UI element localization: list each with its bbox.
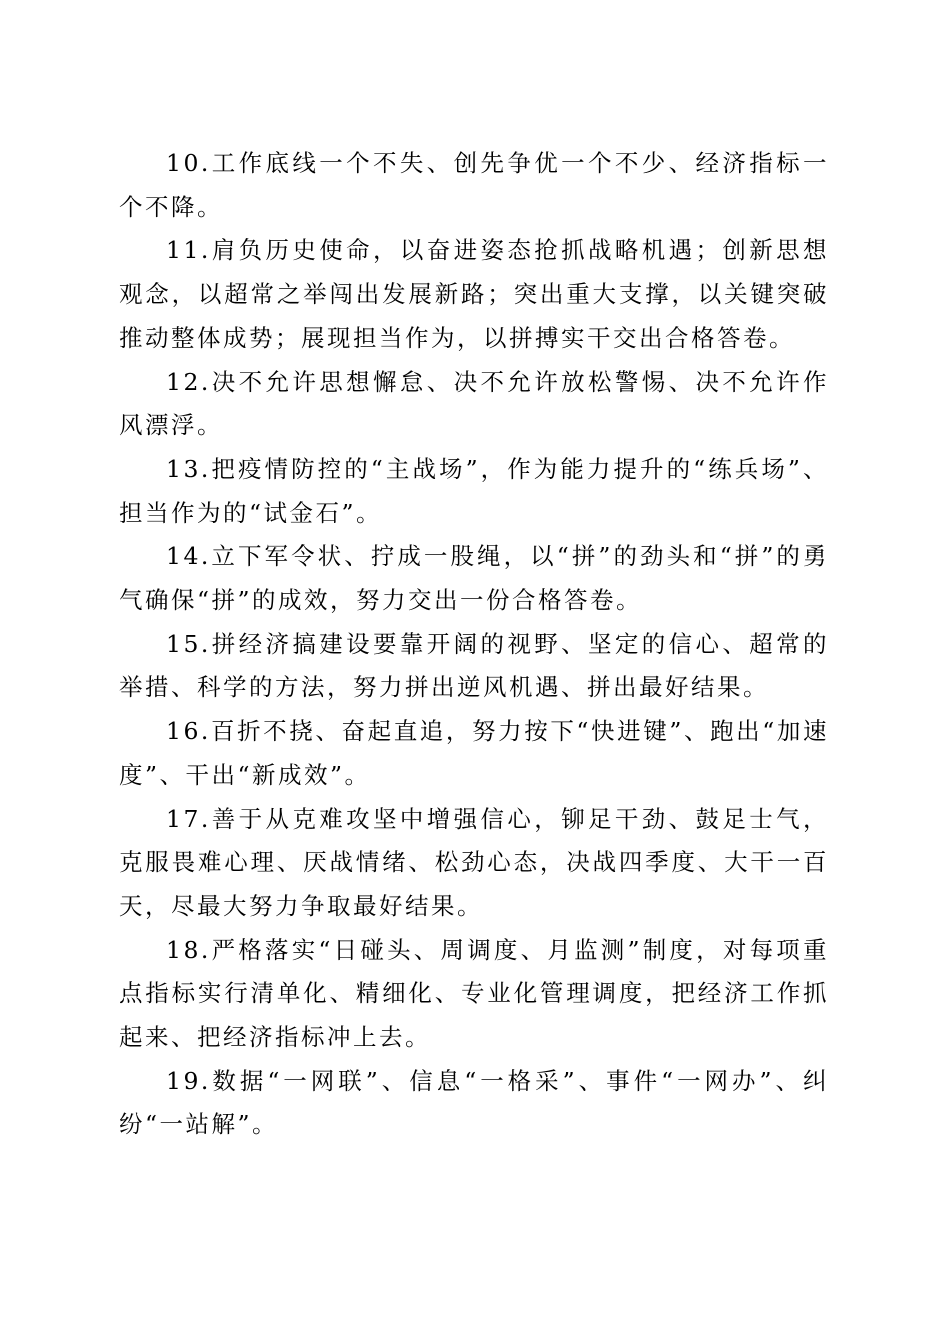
paragraph-10: 10.工作底线一个不失、创先争优一个不少、经济指标一个不降。 [119, 149, 829, 221]
paragraph-12: 12.决不允许思想懈怠、决不允许放松警惕、决不允许作风漂浮。 [119, 367, 829, 440]
paragraph-13: 13.把疫情防控的“主战场”，作为能力提升的“练兵场”、担当作为的“试金石”。 [119, 454, 829, 527]
paragraph-14: 14.立下军令状、拧成一股绳，以“拼”的劲头和“拼”的勇气确保“拼”的成效，努力交出一份合格答卷。 [119, 542, 829, 615]
paragraph-15: 15.拼经济搞建设要靠开阔的视野、坚定的信心、超常的举措、科学的方法，努力拼出逆风机遇、拼出最好结果。 [119, 629, 829, 702]
paragraph-11: 11.肩负历史使命，以奋进姿态抢抓战略机遇；创新思想观念，以超常之举闯出发展新路；突出重大支撑，以关键突破推动整体成势；展现担当作为，以拼搏实干交出合格答卷。 [119, 236, 829, 352]
document-body [119, 142, 829, 1147]
paragraph-16: 16.百折不挠、奋起直追，努力按下“快进键”、跑出“加速度”、干出“新成效”。 [119, 717, 829, 789]
paragraph-19: 19.数据“一网联”、信息“一格采”、事件“一网办”、纠纷“一站解”。 [119, 1066, 829, 1139]
paragraph-17: 17.善于从克难攻坚中增强信心，铆足干劲、鼓足士气，克服畏难心理、厌战情绪、松劲心态，决战四季度、大干一百天，尽最大努力争取最好结果。 [119, 804, 829, 920]
paragraph-18: 18.严格落实“日碰头、周调度、月监测”制度，对每项重点指标实行清单化、精细化、专业化管理调度，把经济工作抓起来、把经济指标冲上去。 [119, 935, 829, 1052]
